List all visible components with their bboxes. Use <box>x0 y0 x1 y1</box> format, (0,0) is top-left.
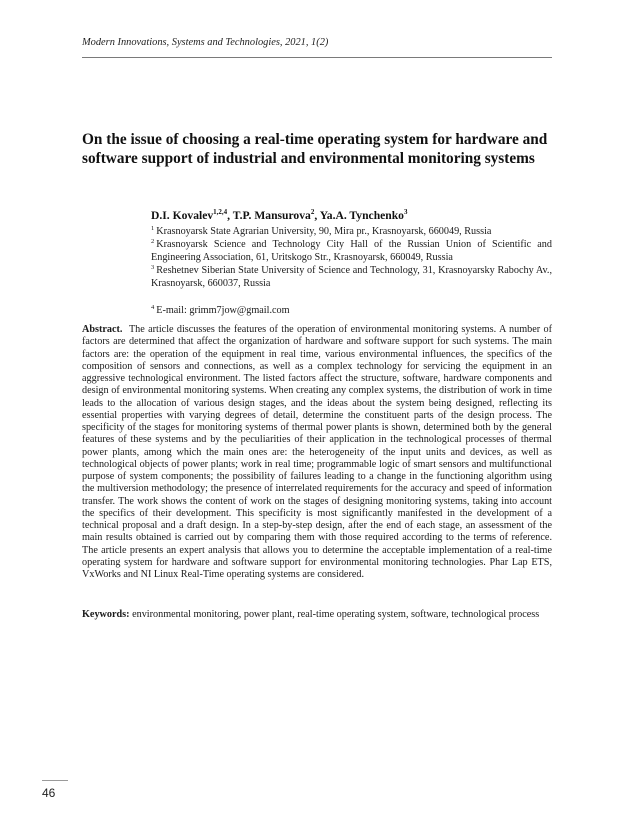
paper-title: On the issue of choosing a real-time operating system for hardware and software support of industrial and environmental monitoring systems <box>82 131 548 167</box>
affiliation <box>151 225 552 238</box>
affiliations <box>151 225 552 318</box>
affiliation-number: 1 <box>151 225 155 232</box>
header-divider <box>82 57 552 58</box>
keywords <box>82 609 552 621</box>
affiliation-number: 2 <box>151 238 155 246</box>
author-separator: , <box>314 209 320 222</box>
running-head: Modern Innovations, Systems and Technologies, 2021, 1(2) <box>82 37 329 48</box>
affiliation <box>151 264 552 290</box>
affiliation <box>151 238 552 264</box>
footer-divider <box>42 780 68 781</box>
email-text: E-mail: grimm7jow@gmail.com <box>156 305 290 317</box>
author-separator: , <box>227 209 233 222</box>
keywords-label: Keywords: <box>82 609 130 620</box>
contact-email <box>151 304 552 317</box>
author-list <box>151 209 407 222</box>
affiliation-text: Krasnoyarsk State Agrarian University, 90, Mira pr., Krasnoyarsk, 660049, Russia <box>156 226 492 237</box>
abstract-text: The article discusses the features of the operation of environmental monitoring systems. A number of factors are determined that affect the organization of hardware and software support for such systems. The main factors are: the operation of the equipment in real time, various environmental influences, the specifics of the composition of sensors and connections, as well as a complex technology for servicing the equipment in an aggressive technological environment. The listed factors affect the structure, software, hardware components and design of environmental monitoring systems. When creating any complex systems, the distribution of work in time leads to the allocation of various design stages, and the ideas about the system being designed, reflecting its essential properties with varying degrees of detail, determine the constituent parts of the design process. The specificity of the stages for monitoring systems of thermal power plants is shown, determined both by the general features of these systems and by the peculiarities of their application in the technological processes of thermal power plants, among which the main ones are: the heterogeneity of the input units and devices, as well as technological objects of power plants; work in real time; programmable logic of smart sensors and multifunctional purpose of system components; the possibility of failures leading to a change in the functioning algorithm using the multiversion methodology; the presence of interrelated requirements for the accuracy and speed of information transfer. The work shows the content of work on the stages of designing monitoring systems, taking into account the specifics of their development. This specificity is most significantly manifested in the development of a technical proposal and a draft design. In a step-by-step design, after the end of each stage, an assessment of the main results obtained is carried out by comparing them with those required according to the terms of reference. The article presents an expert analysis that allows you to determine the acceptable implementation of a real-time operating system for hardware and software support for environmental monitoring technologies. Phar Lap ETS, VxWorks and NI Linux Real-Time operating systems are considered. <box>82 324 552 580</box>
abstract <box>82 324 552 581</box>
affiliation-text: Krasnoyarsk Science and Technology City Hall of the Russian Union of Scientific and Engineering Association, 61, Uritskogo Str., Krasnoyarsk, 660049, Russia <box>151 239 552 264</box>
author-affiliation-marks: 2 <box>310 208 315 216</box>
author-name: D.I. Kovalev <box>151 209 214 222</box>
page-number: 46 <box>42 786 56 800</box>
abstract-label: Abstract. <box>82 324 123 335</box>
affiliation-text: Reshetnev Siberian State University of Science and Technology, 31, Krasnoyarsky Rabochy Av., Krasnoyarsk, 660037, Russia <box>151 265 552 290</box>
author-name: T.P. Mansurova <box>232 209 311 222</box>
affiliation-number: 4 <box>151 304 155 312</box>
affiliation-number: 3 <box>151 264 155 272</box>
author-name: Ya.A. Tynchenko <box>319 209 404 222</box>
author-affiliation-marks: 1,2,4 <box>213 208 228 216</box>
author-affiliation-marks: 3 <box>403 208 408 216</box>
keywords-text: environmental monitoring, power plant, real-time operating system, software, technological process <box>132 609 540 620</box>
